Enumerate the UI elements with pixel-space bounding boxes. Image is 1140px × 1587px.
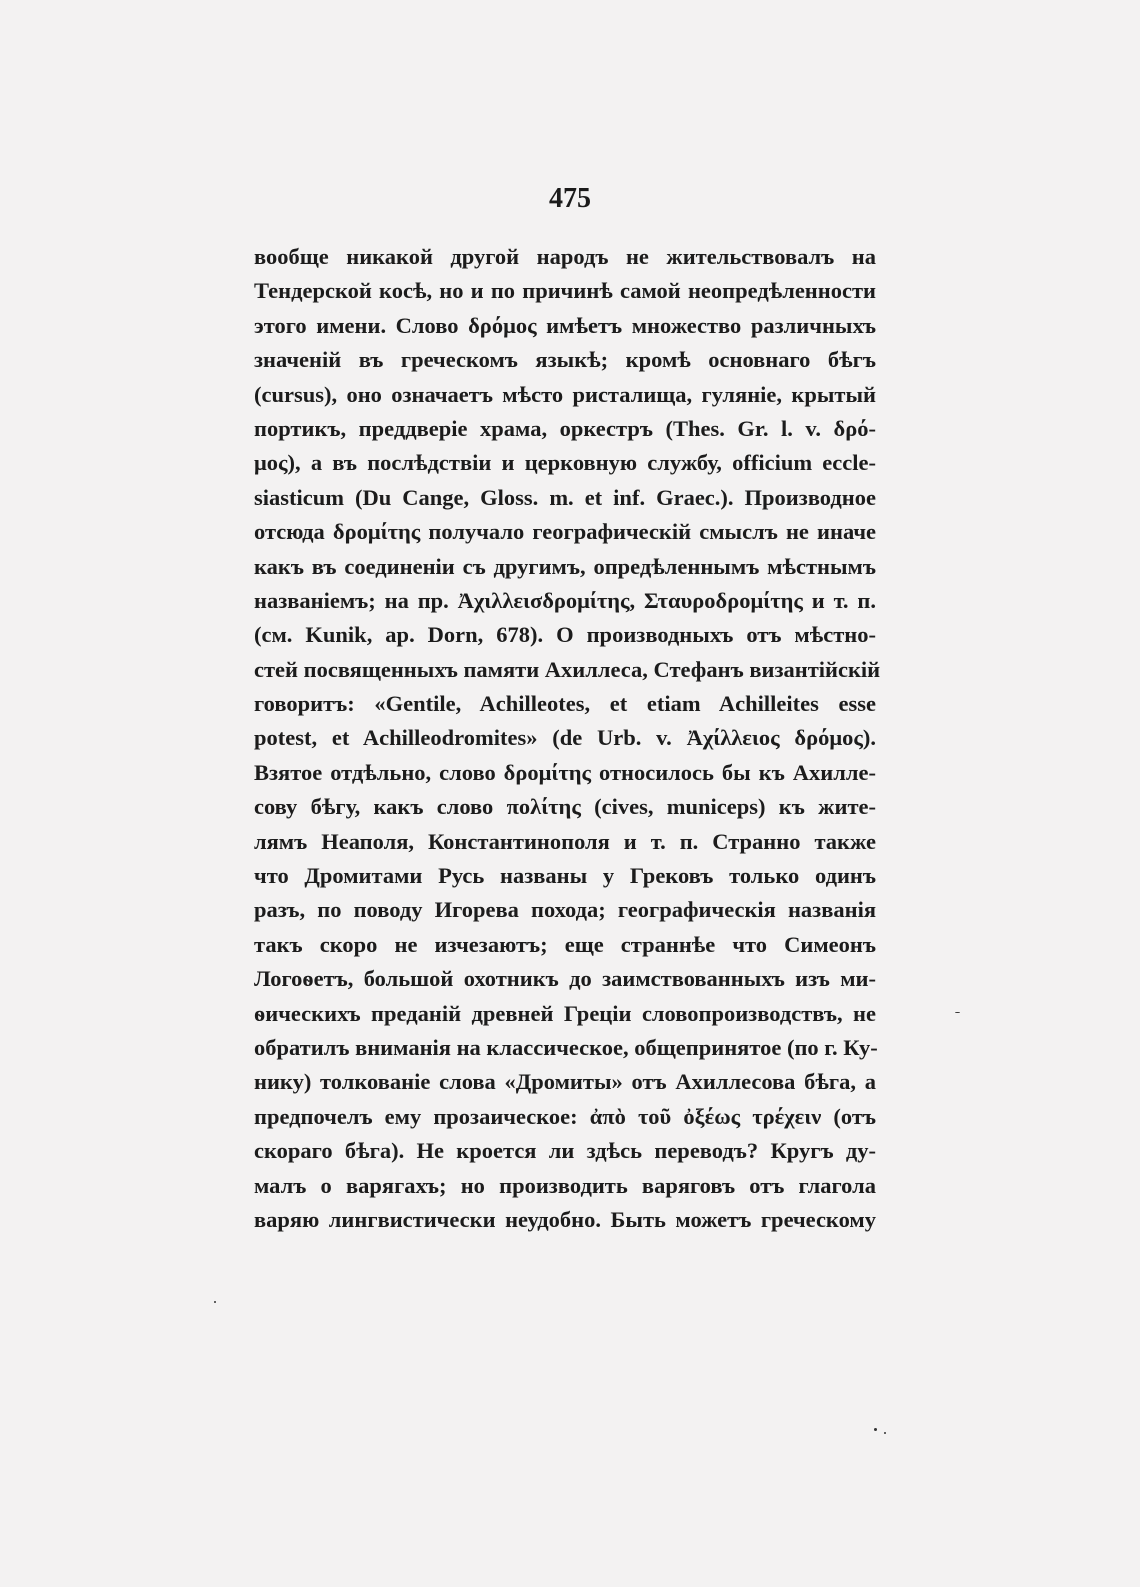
- text-line: нику) толкованіе слова «Дромиты» отъ Ахиллесова бѣга, а: [254, 1069, 876, 1095]
- text-line: (cursus), оно означаетъ мѣсто ристалища, гуляніе, крытый: [254, 381, 876, 407]
- text-line: значеній въ греческомъ языкѣ; кромѣ основнаго бѣгъ: [254, 347, 876, 373]
- text-line: (см. Kunik, ap. Dorn, 678). О производныхъ отъ мѣстно-: [254, 622, 876, 648]
- text-line: разъ, по поводу Игорева похода; географическія названія: [254, 897, 876, 923]
- ink-speck: [214, 1301, 216, 1303]
- text-line: Тендерской косѣ, но и по причинѣ самой неопредѣленности: [254, 278, 876, 304]
- text-line: potest, et Achilleodromites» (de Urb. v. Ἀχίλλειος δρόμος).: [254, 725, 876, 751]
- text-line: варяю лингвистически неудобно. Быть можетъ греческому: [254, 1206, 876, 1232]
- ink-speck: [884, 1432, 886, 1434]
- ink-speck: [874, 1428, 877, 1431]
- text-line: сову бѣгу, какъ слово πολίτης (cives, municeps) къ жите-: [254, 794, 876, 820]
- ink-speck: [955, 1012, 960, 1013]
- text-line: предпочелъ ему прозаическое: ἀπὸ τοῦ ὀξέως τρέχειν (отъ: [254, 1103, 876, 1129]
- text-line: этого имени. Слово δρόμος имѣетъ множество различныхъ: [254, 312, 876, 338]
- text-line: обратилъ вниманія на классическое, общепринятое (по г. Ку-: [254, 1034, 878, 1060]
- text-line: названіемъ; на пр. Ἀχιλλεισδρομίτης, Σταυροδρομίτης и т. п.: [254, 587, 876, 613]
- text-line: отсюда δρομίτης получало географическій смыслъ не иначе: [254, 519, 876, 545]
- text-line: малъ о варягахъ; но производить варяговъ отъ глагола: [254, 1172, 876, 1198]
- text-line: ѳическихъ преданій древней Греціи словопроизводствъ, не: [254, 1000, 876, 1026]
- text-line: скораго бѣга). Не кроется ли здѣсь переводъ? Кругъ ду-: [254, 1138, 876, 1164]
- text-line: такъ скоро не изчезаютъ; еще страннѣе что Симеонъ: [254, 931, 876, 957]
- body-text: [254, 240, 881, 1237]
- text-line: siasticum (Du Cange, Gloss. m. et inf. Graec.). Производное: [254, 484, 876, 510]
- text-line: Логоѳетъ, большой охотникъ до заимствованныхъ изъ ми-: [254, 966, 876, 992]
- text-line: Взятое отдѣльно, слово δρομίτης относилось бы къ Ахилле-: [254, 759, 876, 785]
- text-line: портикъ, преддверіе храма, оркестръ (Thes. Gr. l. v. δρό-: [254, 415, 876, 441]
- text-line: лямъ Неаполя, Константинополя и т. п. Странно также: [254, 828, 876, 854]
- text-line: стей посвященныхъ памяти Ахиллеса, Стефанъ византійскій: [254, 656, 881, 682]
- page-number: 475: [549, 183, 591, 214]
- text-line: что Дромитами Русь названы у Грековъ только одинъ: [254, 863, 876, 889]
- text-line: какъ въ соединеніи съ другимъ, опредѣленнымъ мѣстнымъ: [254, 553, 876, 579]
- text-line: вообще никакой другой народъ не жительствовалъ на: [254, 244, 876, 269]
- text-line: μος), а въ послѣдствіи и церковную службу, officium eccle-: [254, 450, 876, 476]
- text-line: говоритъ: «Gentile, Achilleotes, et etiam Achilleites esse: [254, 691, 876, 717]
